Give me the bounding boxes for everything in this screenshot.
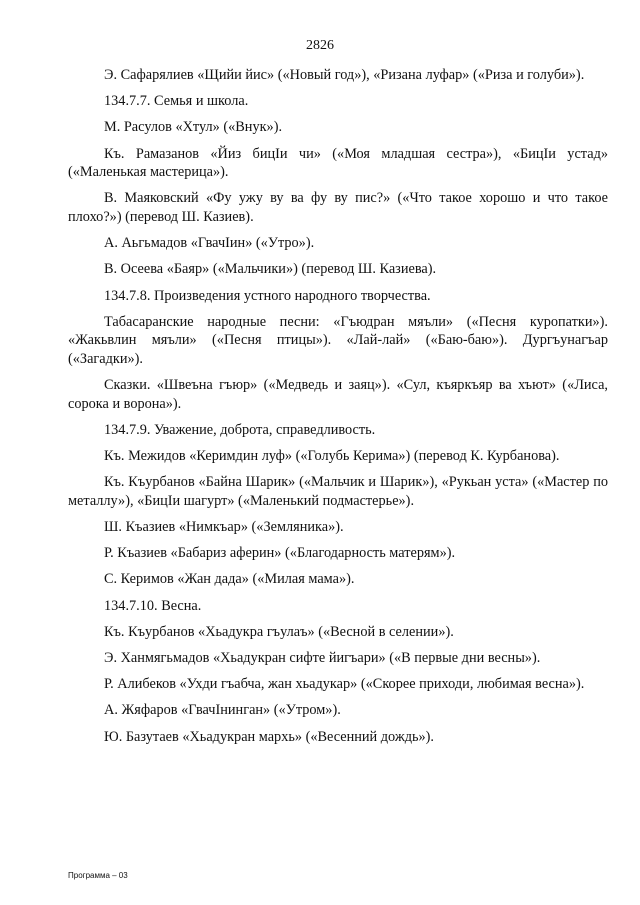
paragraph: Къ. Рамазанов «Йиз бицIи чи» («Моя младшая сестра»), «БицIи устад» («Маленькая мастерица»). <box>68 145 608 181</box>
paragraph: С. Керимов «Жан дада» («Милая мама»). <box>104 571 355 588</box>
paragraph: 134.7.10. Весна. <box>104 597 202 614</box>
paragraph: Къ. Къурбанов «Байна Шарик» («Мальчик и Шарик»), «Рукьан уста» («Мастер по металлу»), «БицIи шагурт» («Маленький подмастерье»). <box>68 474 608 509</box>
paragraph: Къ. Межидов «Керимдин луф» («Голубь Керима») (перевод К. Курбанова). <box>104 448 560 465</box>
page-footer: Программа – 03 <box>68 871 128 880</box>
paragraph: 134.7.7. Семья и школа. <box>104 93 249 110</box>
paragraph: Ю. Базутаев «Хьадукран мархь» («Весенний дождь»). <box>104 728 435 745</box>
paragraph: Ш. Къазиев «Нимкъар» («Земляника»). <box>104 519 344 535</box>
paragraph: 134.7.9. Уважение, доброта, справедливость. <box>104 421 376 438</box>
paragraph: Р. Алибеков «Ухди гъабча, жан хьадукар» («Скорее приходи, любимая весна»). <box>104 676 585 693</box>
paragraph: Сказки. «Швеъна гъюр» («Медведь и заяц»). «Сул, къяркъяр ва хъют» («Лиса, сорока и ворона»). <box>68 377 608 412</box>
paragraph: Э. Ханмягьмадов «Хьадукран сифте йигъари» («В первые дни весны»). <box>104 649 541 666</box>
paragraph: Къ. Къурбанов «Хьадукра гъулаъ» («Весной в селении»). <box>104 623 454 640</box>
paragraph: А. Жяфаров «ГвачIнинган» («Утром»). <box>104 702 341 719</box>
page-number: 2826 <box>306 38 334 53</box>
paragraph: Р. Къазиев «Бабариз аферин» («Благодарность матерям»). <box>104 545 456 562</box>
paragraph: Э. Сафарялиев «Щийи йис» («Новый год»), «Ризана луфар» («Риза и голуби»). <box>104 67 585 83</box>
paragraph: В. Осеева «Баяр» («Мальчики») (перевод Ш. Казиева). <box>104 261 437 278</box>
paragraph: В. Маяковский «Фу ужу ву ва фу ву пис?» («Что такое хорошо и что такое плохо?») (перевод Ш. Казиев). <box>68 190 608 225</box>
paragraph: А. Аьгьмадов «ГвачIин» («Утро»). <box>104 235 315 252</box>
paragraph: М. Расулов «Хтул» («Внук»). <box>104 119 283 136</box>
paragraph: Табасаранские народные песни: «Гъюдран мяъли» («Песня куропатки»). «Жакьвлин мяъли» («Песня птицы»). «Лай-лай» («Баю-баю»). Дургъунагъар («Загадки»). <box>68 313 608 367</box>
document-body <box>68 66 608 754</box>
paragraph: 134.7.8. Произведения устного народного творчества. <box>104 287 431 304</box>
